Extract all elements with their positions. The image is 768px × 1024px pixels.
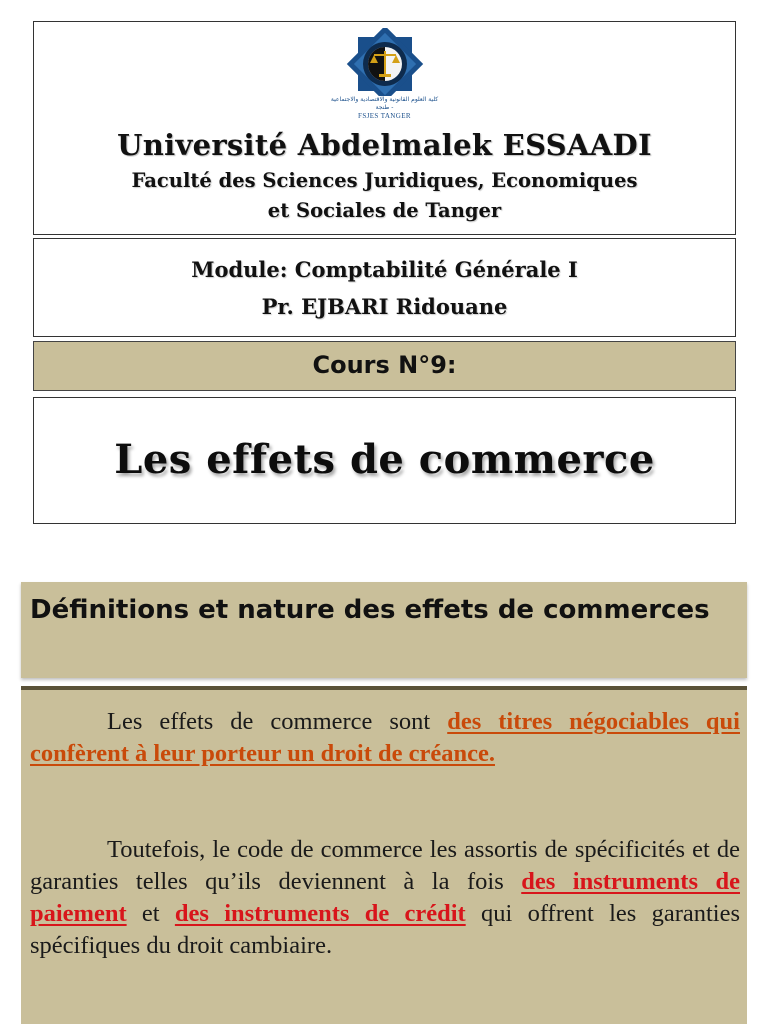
module-name: Module: Comptabilité Générale I	[191, 257, 578, 282]
university-header-box	[33, 21, 736, 235]
professor-name: Pr. EJBARI Ridouane	[261, 294, 508, 319]
logo-arabic-text: كلية العلوم القانونية والاقتصادية والاجتماعية - طنجة	[330, 96, 439, 111]
paragraph2-text2: et	[126, 900, 175, 927]
course-number: Cours N°9:	[312, 351, 457, 379]
course-title: Les effets de commerce	[114, 436, 655, 483]
faculty-name-line1: Faculté des Sciences Juridiques, Economiques	[131, 169, 638, 192]
definition-paragraph	[30, 706, 740, 770]
credit-instruments-highlight: des instruments de crédit	[174, 900, 466, 927]
section-heading: Définitions et nature des effets de commerces	[30, 595, 710, 625]
paragraph2-text3: qui offrent les garanties spécifiques du droit cambiaire.	[30, 900, 740, 959]
payment-instruments-highlight: des instruments de paiement	[30, 868, 740, 927]
faculty-logo	[330, 28, 440, 126]
section-heading-box	[21, 582, 747, 678]
nature-paragraph	[30, 834, 740, 962]
paragraph1-text: Les effets de commerce sont	[107, 708, 448, 735]
eight-point-star-emblem-icon	[330, 28, 440, 96]
course-number-box	[33, 341, 736, 391]
paragraph2-text1: Toutefois, le code de commerce les assortis de spécificités et de garanties telles qu’ils deviennent à la fois	[30, 836, 740, 895]
module-box	[33, 238, 736, 337]
logo-caption: FSJES TANGER	[358, 112, 411, 120]
university-name: Université Abdelmalek ESSAADI	[117, 128, 652, 162]
section-body-box	[21, 686, 747, 1024]
faculty-name-line2: et Sociales de Tanger	[267, 199, 502, 222]
paragraph1-highlight: des titres négociables qui confèrent à leur porteur un droit de créance.	[30, 708, 740, 767]
course-title-box	[33, 397, 736, 524]
